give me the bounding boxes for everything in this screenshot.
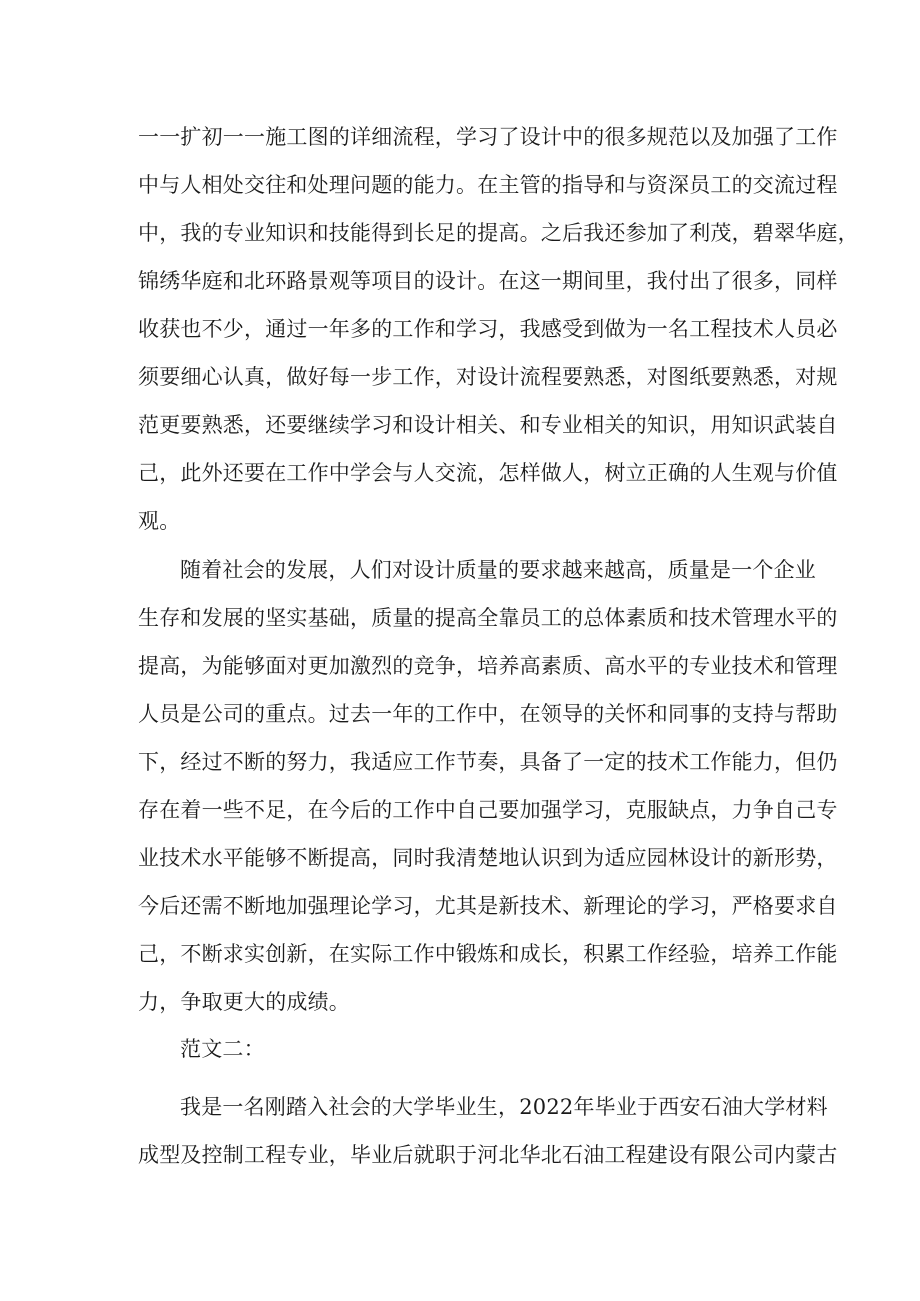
paragraph-line: 中与人相处交往和处理问题的能力。在主管的指导和与资深员工的交流过程	[138, 173, 838, 197]
paragraph-line: 中，我的专业知识和技能得到长足的提高。之后我还参加了利茂，碧翠华庭，	[138, 221, 859, 245]
section-heading	[138, 1025, 788, 1073]
paragraph-line: 一一扩初一一施工图的详细流程，学习了设计中的很多规范以及加强了工作	[138, 125, 838, 149]
paragraph-2	[138, 546, 838, 1026]
paragraph-3	[138, 1083, 838, 1179]
paragraph-line: 己，不断求实创新，在实际工作中锻炼和成长，积累工作经验，培养工作能	[138, 942, 838, 966]
section-heading-text: 范文二：	[180, 1037, 265, 1061]
paragraph-1	[138, 113, 859, 545]
paragraph-line: 我是一名刚踏入社会的大学毕业生，2022年毕业于西安石油大学材料	[180, 1095, 828, 1119]
paragraph-line: 须要细心认真，做好每一步工作，对设计流程要熟悉，对图纸要熟悉，对规	[138, 365, 838, 389]
paragraph-line: 随着社会的发展，人们对设计质量的要求越来越高，质量是一个企业	[180, 558, 816, 582]
paragraph-line: 收获也不少，通过一年多的工作和学习，我感受到做为一名工程技术人员必	[138, 317, 838, 341]
paragraph-line: 人员是公司的重点。过去一年的工作中，在领导的关怀和同事的支持与帮助	[138, 702, 838, 726]
paragraph-line: 锦绣华庭和北环路景观等项目的设计。在这一期间里，我付出了很多，同样	[138, 269, 838, 293]
paragraph-line: 存在着一些不足，在今后的工作中自己要加强学习，克服缺点，力争自己专	[138, 798, 838, 822]
paragraph-line: 今后还需不断地加强理论学习，尤其是新技术、新理论的学习，严格要求自	[138, 894, 838, 918]
paragraph-line: 力，争取更大的成绩。	[138, 990, 350, 1014]
paragraph-line: 观。	[138, 509, 181, 533]
paragraph-line: 范更要熟悉，还要继续学习和设计相关、和专业相关的知识，用知识武装自	[138, 413, 838, 437]
paragraph-line: 己，此外还要在工作中学会与人交流，怎样做人，树立正确的人生观与价值	[138, 461, 838, 485]
paragraph-line: 成型及控制工程专业，毕业后就职于河北华北石油工程建设有限公司内蒙古	[138, 1143, 838, 1167]
paragraph-line: 提高，为能够面对更加激烈的竞争，培养高素质、高水平的专业技术和管理	[138, 654, 838, 678]
paragraph-line: 业技术水平能够不断提高，同时我清楚地认识到为适应园林设计的新形势，	[138, 846, 838, 870]
paragraph-line: 生存和发展的坚实基础，质量的提高全靠员工的总体素质和技术管理水平的	[138, 606, 838, 630]
paragraph-line: 下，经过不断的努力，我适应工作节奏，具备了一定的技术工作能力，但仍	[138, 750, 838, 774]
